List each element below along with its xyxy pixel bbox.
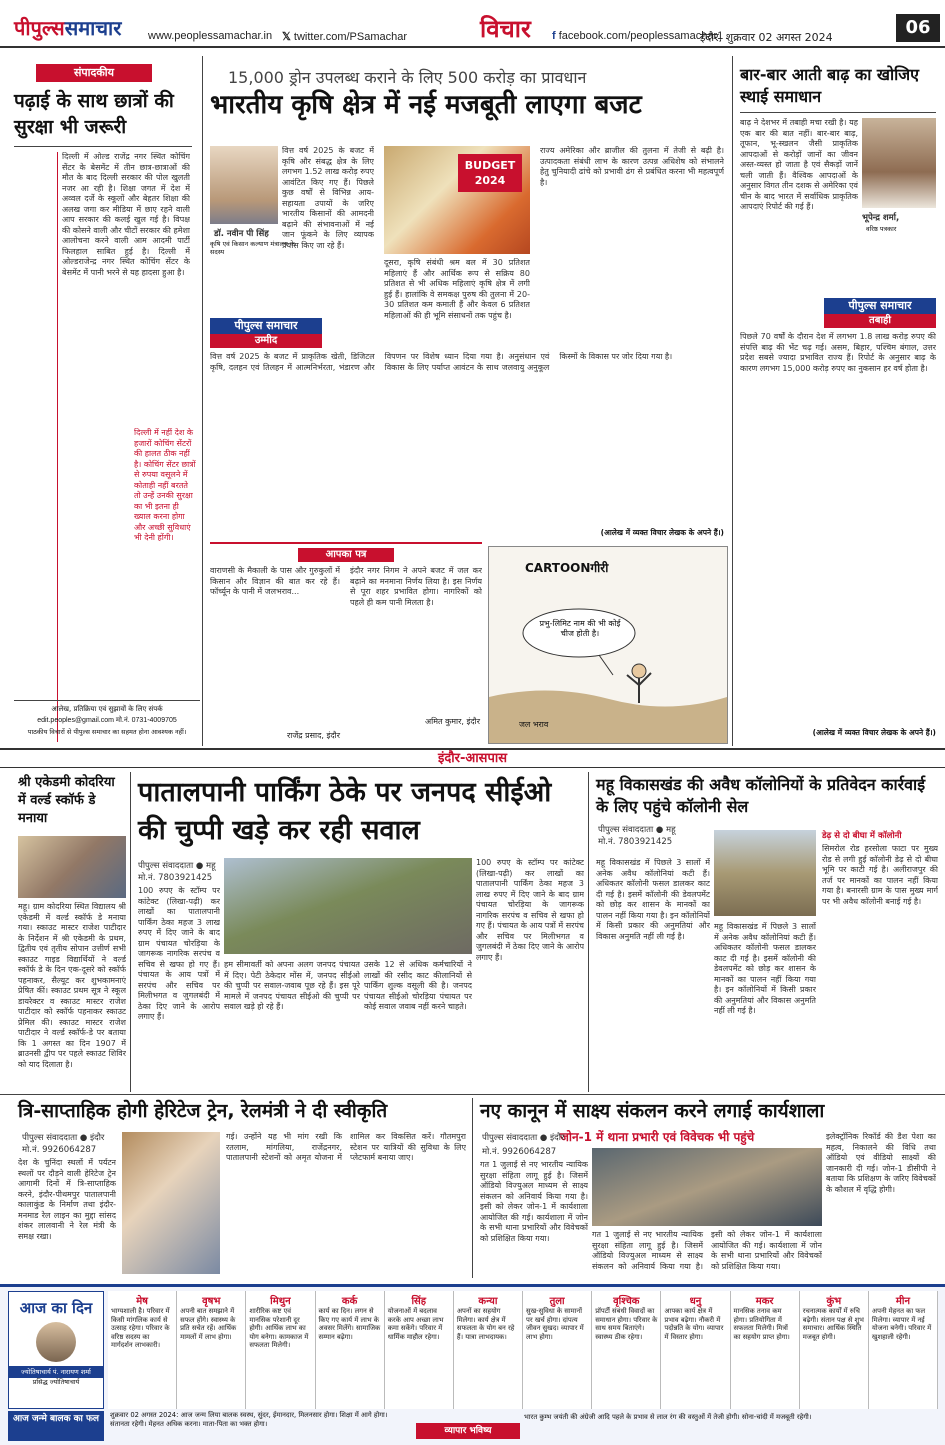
zodiac-text: अपनों का सहयोग मिलेगा। कार्य क्षेत्र में सफलता के योग बन रहे हैं। यात्रा लाभदायक। [456,1307,515,1341]
zodiac-card [731,1291,800,1409]
train-title: त्रि-साप्ताहिक होगी हेरिटेज ट्रेन, रेलमंत्री ने दी स्वीकृति [18,1100,388,1122]
zodiac-card [661,1291,730,1409]
zodiac-name: वृषभ [202,1296,221,1307]
zodiac-text: योजनाओं में बदलाव करके आप अच्छा लाभ कमा सकेंगे। परिवार में धार्मिक माहौल रहेगा। [387,1307,444,1341]
author-role: कृषि एवं किसान कल्याण मंत्रालय के सदस्य [210,240,295,256]
editorial-sidebar [14,152,58,742]
footer-note: आलेख, प्रतिक्रिया एवं सुझावों के लिए संपर्क [51,705,163,713]
sri-photo [18,836,126,898]
workshop-body: गत 1 जुलाई से नए भारतीय न्यायिक सुरक्षा संहिता लागू हुई है। जिसमें ऑडियो विज्युअल माध्यम से साक्ष्य संकलन को अनिवार्य किया गया है। इसी को लेकर जोन-1 में कार्यशाला आयोजित की गई। कार्यशाला में जोन के सभी थाना प्रभारियों और विवेचकों को प्रशिक्षित किया गया। [480,1160,588,1243]
cartoon-drawing [489,547,727,743]
right-body: बाढ़ ने देशभर में तबाही मचा रखी है। यह एक बार की बात नहीं। बार-बार बाढ़, तूफान, भू-स्खलन जैसी प्राकृतिक आपदाओं से करोड़ों जानों का जीवन अस्त-व्यस्त हो जाता है एवं सैकड़ों जानें चली जाती हैं। वैश्विक आपदाओं के अनुसार विगत तीन दशक से अमेरिका एवं चीन के बाद भारत में सर्वाधिक प्राकृतिक आपदाएं रिपोर्ट की गई हैं। [740,118,858,211]
zodiac-name: तुला [549,1296,565,1307]
cartoon-title: CARTOONगीरी [525,561,609,575]
column-rule [202,56,203,746]
parking-phone: मो.नं. 7803921425 [138,873,213,883]
sri-title: श्री एकेडमी कोदरिया में वर्ल्ड स्कॉर्फ डे मनाया [18,775,115,826]
cartoon-speech: प्रभु-लिमिट नाम की भी कोई चीज होती है। [539,619,621,638]
author-role: वरिष्ठ पत्रकार [866,225,897,233]
zodiac-text: अपनी बात समझाने में सफल होंगे। स्वास्थ्य के प्रति सचेत रहें। आर्थिक मामलों में लाभ होगा। [180,1307,237,1341]
letters-box [210,542,482,746]
parking-byline: पीपुल्स संवाददाता ● महू [138,861,216,871]
twitter-link[interactable]: 𝕏 twitter.com/PSamachar [282,31,408,43]
section-title: विचार [480,15,531,43]
lead-col-2: दूसरा, कृषि संबंधी श्रम बल में 30 प्रतिशत महिलाएं हैं और आर्थिक रूप से सक्रिय 80 प्रतिशत से भी अधिक महिलाएं कृषि क्षेत्र में लगी हुई हैं। हालांकि वे समकक्ष पुरुष की तुलना में 20-30 प्रतिशत कम कमाती हैं और केवल 6 प्रतिशत महिलाओं की ही भूमि संसाधनों तक पहुंच है। [384,258,530,320]
mhow-photo [714,830,816,916]
zodiac-card [316,1291,385,1409]
author-name: भूपेन्द्र शर्मा, [862,213,900,223]
train-byline: पीपुल्स संवाददाता ● इंदौर [22,1133,105,1143]
zodiac-name: मेष [136,1296,148,1307]
mhow-body-2: महू विकासखंड में पिछले 3 सालों में अनेक अवैध कॉलोनियां कटी हैं। अधिकतर कॉलोनी फसल डालकर काट दी गई है। इसमें कॉलोनी की डेवलपमेंट को छोड़ कर शासन के मानकों का पालन नहीं किया गया है। इन कॉलोनियों में किसी प्रकार की अनुमतियां और विकास अनुमति नहीं ली गई है। [714,922,816,1015]
zodiac-name: सिंह [411,1296,427,1307]
zodiac-text: मानसिक तनाव कम होगा। प्रतियोगिता में सफलता मिलेगी। मित्रों का सहयोग प्राप्त होगा। [733,1307,790,1341]
workshop-body-2: गत 1 जुलाई से नए भारतीय न्यायिक सुरक्षा संहिता लागू हुई है। जिसमें ऑडियो विज्युअल माध्यम से साक्ष्य संकलन को अनिवार्य किया गया है। इसी को लेकर जोन-1 में कार्यशाला आयोजित की गई। कार्यशाला में जोन के सभी थाना प्रभारियों और विवेचकों को प्रशिक्षित किया गया। [592,1230,822,1271]
parking-body-4: 100 रुपए के स्टॉम्प पर कांटेक्ट (लिखा-पढ़ी) कर लाखों का पातालपानी पार्किंग ठेका महज 3 लाख रुपए में दिए जाने के बाद ग्राम पंचायत चोरड़िया के जागरूक नागरिक सरपंच व सचिव से खफा हो गए हैं। पंचायत के आय पत्रों में सरपंच और सचिव पर मिलीभगत व जुगलबंदी में ठेका दिए जाने के आरोप लगाए हैं। [476,858,584,962]
lead-col-3: राज्य अमेरिका और ब्राजील की तुलना में तेजी से बढ़ी है। उत्पादकता संबंधी लाभ के कारण उत्पन्न अधिशेष को संभालने हेतु चुनियादी ढांचे को प्रभावी ढंग से प्रबंधित करना भी महत्वपूर्ण है। [540,146,724,187]
footer-email[interactable]: edit.peoples@gmail.com मो.नं. 0731-4009705 [37,717,177,724]
letter-2: इंदौर नगर निगम ने अपने बजट में जल कर बढ़ाने का मनमाना निर्णय लिया है। इस निर्णय से पूरा शहर प्रभावित होगा। नागरिकों को पहले ही कम पानी मिलता है। [350,566,482,607]
mhow-sidebody: सिमरोल रोड हरसोला फाटा पर मुख्य रोड से लगी हुई कॉलोनी डेढ़ से दो बीघा भूमि पर काटी गई है। अलीराजपुर की तर्ज पर मानकों का पालन नहीं किया गया है। बनारसी ग्राम के पास मुख्य मार्ग पर भी अवैध कॉलोनी बनाई गई है। [822,844,938,906]
parking-title: पातालपानी पार्किंग ठेके पर जनपद सीईओ की चुप्पी खड़े कर रही सवाल [138,777,552,846]
workshop-photo [592,1148,822,1226]
zodiac-card [246,1291,315,1409]
tag-brand: पीपुल्स समाचार [824,298,936,314]
zodiac-text: अपनी मेहनत का फल मिलेगा। व्यापार में नई योजना बनेगी। परिवार में खुशहाली रहेगी। [871,1307,932,1341]
author-photo [210,146,278,224]
editorial-pullquote: दिल्ली में नहीं देश के हजारों कोचिंग सेंटरों की हालत ठीक नहीं है। कोचिंग सेंटर छात्रों से रुपया वसूलने में कोताही नहीं बरतते तो उन्हें उनकी सुरक्षा का भी इतना ही ख्याल करना होगा और अच्छी सुविधाएं भी देनी होंगी। [134,428,196,542]
zodiac-name: मिथुन [270,1296,291,1307]
zodiac-name: मीन [895,1296,911,1307]
divider [0,1094,945,1095]
tag-brand: पीपुल्स समाचार [210,318,322,334]
cartoon-box [488,546,728,744]
birth-line-1: शुक्रवार 02 अगस्त 2024: आज जन्म लिया बालक स्वस्थ, सुंदर, ईमानदार, मिलनसार होगा। शिक्षा में आगे होगा। [110,1411,388,1419]
train-body: देश के चुनिंदा स्थलों में पर्यटन स्थलों पर दौड़ने वाली हेरिटेज ट्रेन आगामी दिनों में त्रि-साप्ताहिक करने, इंदौर-पीथमपुर पातालपानी कालाकुंड के निर्माण तथा इंदौर-मनमाड रेल लाइन का मुद्दा सांसद शंकर लालवानी ने रेल मंत्री के समक्ष रखा। [18,1158,116,1241]
zodiac-row [108,1291,938,1409]
right-signoff: (आलेख में व्यक्त विचार लेखक के अपने हैं।) [812,728,936,737]
footer-disclaimer: पाठकीय विचारों से पीपुल्स समाचार का सहमत होना आवश्यक नहीं। [27,728,187,736]
column-rule [472,1098,473,1278]
tag-label: उम्मीद [210,334,322,348]
astrologer-photo [36,1322,76,1362]
dateline: इंदौर, शुक्रवार 02 अगस्त 2024 [700,31,833,44]
budget-badge: BUDGET 2024 [458,154,522,192]
letter-1-sign: राजेंद्र प्रसाद, इंदौर [287,731,340,740]
page-number: 06 [896,14,940,42]
parking-photo [224,858,472,954]
lead-title: भारतीय कृषि क्षेत्र में नई मजबूती लाएगा बजट [210,90,642,120]
zodiac-text: कार्य का दिन। लगन से किए गए कार्य में लाभ के अवसर मिलेंगे। सामाजिक सम्मान बढ़ेगा। [318,1307,381,1341]
birth-text [110,1411,410,1429]
editorial-footer [14,700,200,742]
tag-label: तबाही [824,314,936,328]
twitter-icon: 𝕏 [282,31,294,43]
zodiac-card [454,1291,523,1409]
column-rule [732,56,733,746]
train-photo [122,1132,220,1274]
divider [14,146,192,147]
divider [740,112,936,113]
cartoon-label: जल भराव [519,720,549,729]
train-body-2: गई। उन्होंने यह भी मांग रखी कि रतलाम, मांगलिया, राजेंद्रनगर, पातालपानी स्टेशनों को अमृत योजना में शामिल कर विकसित करें। गौतमपुरा स्टेशन पर यात्रियों की सुविधा के लिए प्लेटफार्म बनाया जाए। [226,1132,466,1162]
zodiac-name: कुंभ [826,1296,842,1307]
column-rule [588,772,589,1092]
lead-signoff: (आलेख में व्यक्त विचार लेखक के अपने हैं।) [600,528,724,537]
workshop-byline: पीपुल्स संवाददाता ● इंदौर [482,1133,565,1143]
zodiac-card [385,1291,454,1409]
facebook-link[interactable]: f facebook.com/peoplessamachar1 [552,30,724,42]
author-photo [862,118,936,208]
letter-2-sign: अमित कुमार, इंदौर [425,717,480,726]
trade-label: व्यापार भविष्य [416,1423,520,1439]
zodiac-text: शारीरिक कष्ट एवं मानसिक परेशानी दूर होगी। आर्थिक लाभ का योग बनेगा। कामकाज में सफलता मिलेगी। [249,1307,309,1350]
birth-line-2: संतानता रहेगी। मेहनत अधिक करना। माता-पिता का भक्त होगा। [110,1420,268,1428]
workshop-title: नए कानून में साक्ष्य संकलन करने लगाई कार्यशाला [480,1100,825,1122]
editorial-label: संपादकीय [36,64,152,82]
zodiac-name: मकर [755,1296,774,1307]
zodiac-card [108,1291,177,1409]
zodiac-name: कर्क [341,1296,358,1307]
parking-body-3: उसके 12 से अधिक कर्मचारियों ने लाखों की रसीद काट कीलानियों से पार्किंग शुल्क वसूली की है। जनपद पंचायत सीईओ चोरड़िया पंचायत पर कोई सवाल जवाब नहीं करने चाहते। [364,960,472,1011]
letter-1: वाराणसी के मैकाली के पास और गुरुकुलों में किसान और विज्ञान की बात कर रहे हैं। फॉर्च्यून के पानी में जलभराव... [210,566,340,596]
horoscope-section [0,1284,945,1445]
lead-col-1: वित्त वर्ष 2025 के बजट में कृषि और संबद्ध क्षेत्र के लिए लगभग 1.52 लाख करोड़ रुपए आवंटित किए गए हैं। पिछले कुछ वर्षों से विभिन्न आय-सहायता उपायों के जरिए भारतीय किसानों की आमदनी बढ़ाने की संभावनाओं में नई जान फूंकने के लिए व्यापक प्रयास किए जा रहे हैं। [282,146,374,250]
letters-title: आपका पत्र [298,548,394,562]
zodiac-name: कन्या [478,1296,498,1307]
trade-text: भारत कुम्भ जयंती की अंग्रेजी आदि पहले के प्रभाव से लाल रंग की वस्तुओं में तेजी होगी। सोना-चांदी में मजबूती रहेगी। [524,1413,812,1421]
zodiac-text: सुख-सुविधा के सामानों पर खर्च होगा। दांपत्य जीवन सुखद। व्यापार में लाभ होगा। [526,1307,584,1341]
workshop-phone: मो.नं. 9926064287 [482,1147,557,1157]
zodiac-card [592,1291,661,1409]
sri-body: महू। ग्राम कोदरिया स्थित विद्यालय श्री एकेडमी में वर्ल्ड स्कॉर्फ डे मनाया गया। स्काउट मास्टर राजेश पाटीदार के निर्देशन में श्री एकेडमी के प्रथम, द्वितीय एवं तृतीय सोपान उत्तीर्ण सभी स्काउट गाइड विद्यार्थियों ने वर्ल्ड स्कॉर्फ डे के दिन एक-दूसरे को स्कॉर्फ पहनाकर, सैल्यूट कर शुभकामनाएं प्रेषित कीं। स्काउट प्रथम सूत्र ने स्कूल डायरेक्टर व स्काउट मास्टर राजेश पाटीदार को स्कॉर्फ पहनाकर स्काउट प्रेमिल की। स्काउट मास्टर राजेश पाटीदार ने वर्ल्ड स्कॉर्फ-डे पर बताया कि 1 अगस्त का दिन 1907 में ब्राउनसी द्वीप पर पहले स्काउट शिविर को याद दिलाता है। [18,902,126,1069]
workshop-subtitle: जोन-1 में थाना प्रभारी एवं विवेचक भी पहुंचे [560,1130,755,1144]
workshop-body-3: इलेक्ट्रॉनिक रिकॉर्ड की डैश पेशा का महत्व, निकालने की विधि तथा ऑडियो एवं वीडियो साक्ष्यों की जानकारी दी गई। जोन-1 डीसीपी ने बताया कि प्रशिक्षण के जरिए विवेचकों के कौशल में वृद्धि होगी। [826,1132,936,1194]
zodiac-text: रचनात्मक कार्यों में रुचि बढ़ेगी। संतान पक्ष से शुभ समाचार। आर्थिक स्थिति मजबूत होगी। [802,1307,864,1341]
parking-body: 100 रुपए के स्टॉम्प पर कांटेक्ट (लिखा-पढ़ी) कर लाखों का पातालपानी पार्किंग ठेका महज 3 लाख रुपए में दिए जाने के बाद ग्राम पंचायत चोरड़िया के जागरूक नागरिक सरपंच व सचिव से खफा हो गए हैं। पंचायत के आय पत्रों में सरपंच और सचिव पर मिलीभगत व जुगलबंदी में ठेका दिए जाने के आरोप लगाए हैं। [138,886,220,1021]
zodiac-name: धनु [689,1296,702,1307]
right-body-2: पिछले 70 वर्षों के दौरान देश में लगभग 1.8 लाख करोड़ रुपए की संपत्ति बाढ़ की भेंट चढ़ गई। असम, बिहार, पश्चिम बंगाल, उत्तर प्रदेश सबसे ज्यादा प्रभावित राज्य हैं। रिपोर्ट के अनुसार बाढ़ के कारण लगभग 15,000 करोड़ रुपए का नुकसान हर वर्ष होता है। [740,332,936,373]
mhow-body: महू विकासखंड में पिछले 3 सालों में अनेक अवैध कॉलोनियां कटी हैं। अधिकतर कॉलोनी फसल डालकर काट दी गई है। इसमें कॉलोनी की डेवलपमेंट को छोड़ कर शासन के मानकों का पालन नहीं किया गया है। इन कॉलोनियों में किसी प्रकार की अनुमतियां और विकास अनुमति नहीं ली गई है। [596,858,710,941]
local-banner [0,748,945,768]
parking-body-2: हम सीमावर्ती को अपना अलग जनपद पंचायत में दिए। पेटी ठेकेदार मोंस में, जनपद सीईओ की चुप्पी पर सवाल-जवाब पूछ रहे हैं। इस पूरे मामले में जनपद पंचायत सीईओ की चुप्पी पर सवाल खड़े हो रहे हैं। [224,960,360,1011]
column-rule [130,772,131,1092]
zodiac-card [869,1291,938,1409]
zodiac-name: वृश्चिक [613,1296,640,1307]
zodiac-text: प्रॉपर्टी संबंधी विवादों का समाधान होगा। परिवार के साथ समय बिताएंगे। स्वास्थ्य ठीक रहेगा। [595,1307,658,1341]
masthead [0,0,945,48]
zodiac-text: भाग्यशाली है। परिवार में किसी मांगलिक कार्य से उत्साह रहेगा। परिवार के वरिष्ठ सदस्य का मार्गदर्शन लाभकारी। [111,1307,170,1350]
astrologer-name: ज्योतिषाचार्य पं. नारायण शर्मा [9,1366,103,1378]
facebook-icon: f [552,30,559,42]
zodiac-card [800,1291,869,1409]
mhow-byline: पीपुल्स संवाददाता ● महू [598,825,676,835]
zodiac-card [523,1291,592,1409]
newspaper-logo[interactable]: पीपुल्ससमाचार [14,16,122,40]
editorial-title: पढ़ाई के साथ छात्रों की सुरक्षा भी जरूरी [14,90,174,138]
horoscope-box [8,1291,104,1409]
train-phone: मो.नं. 9926064287 [22,1145,97,1155]
right-title: बार-बार आती बाढ़ का खोजिए स्थाई समाधान [740,65,920,106]
mhow-subhead: डेढ़ से दो बीघा में कॉलोनी [822,831,902,841]
lead-main-body: वित्त वर्ष 2025 के बजट में प्राकृतिक खेती, डिजिटल कृषि, दलहन एवं तिलहन में आत्मनिर्भरता, भंडारण और विपणन पर विशेष ध्यान दिया गया है। अनुसंधान एवं विकास के लिए पर्याप्त आवंटन के साथ जलवायु अनुकूल किस्मों के विकास पर जोर दिया गया है। [210,352,673,372]
website-link[interactable]: www.peoplessamachar.in [148,30,273,42]
zodiac-text: आपका कार्य क्षेत्र में प्रभाव बढ़ेगा। नौकरी में पदोन्नति के योग। व्यापार में विस्तार होगा। [664,1307,724,1341]
horoscope-box-title: आज का दिन [19,1299,93,1317]
zodiac-card [177,1291,246,1409]
local-banner-title: इंदौर-आसपास [438,751,507,766]
mhow-phone: मो.नं. 7803921425 [598,837,673,847]
lead-kicker: 15,000 ड्रोन उपलब्ध कराने के लिए 500 करोड़ का प्रावधान [228,68,587,87]
astrologer-role: प्रसिद्ध ज्योतिषाचार्य [32,1378,80,1386]
editorial-body: दिल्ली में ओल्ड राजेंद्र नगर स्थित कोचिंग सेंटर के बेसमेंट में तीन छात्र-छात्राओं की मौत के बाद दिल्ली सरकार की पोल खुलती नजर आ रही है। शिक्षा जगत में देश में अव्वल दर्जे के स्कूलों और बेहतर शिक्षा की अलख जगा कर मीडिया में छाए रहने वाली आप सरकार की कलई खुल गई है। विपक्ष की कोसने वाली और चीटों सरकार की हमेशा आलोचना करने वाली आम आदमी पार्टी फिलहाल साबित हुई है। दिल्ली में ओल्डराजेन्द्र नगर स्थित कोचिंग सेंटर के बेसमेंट में पानी भरने से यह हादसा हुआ है। [62,152,190,277]
author-name: डॉ. नवीन पी सिंह [214,229,269,239]
birth-label: आज जन्मे बालक का फल [8,1411,104,1441]
mhow-title: महू विकासखंड की अवैध कॉलोनियों के प्रतिवेदन कार्रवाई के लिए पहुंचे कॉलोनी सेल [596,775,926,816]
